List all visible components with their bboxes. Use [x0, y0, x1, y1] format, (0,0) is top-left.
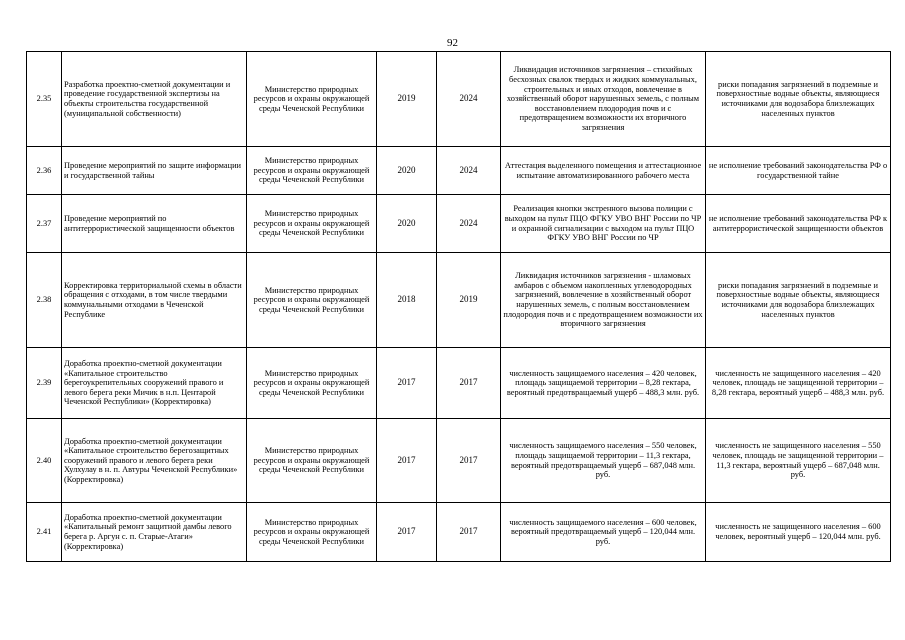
row-number: 2.35	[27, 52, 62, 147]
start-year: 2019	[377, 52, 437, 147]
measure-name: Доработка проектно-сметной документации «Капитальное строительство берегозащитных сооружений правого и левого берега реки Хулхулау в н. п. Автуры Чеченской Республики» (Корректировка)	[62, 419, 247, 503]
table-row	[27, 419, 891, 503]
risk: численность не защищенного населения – 600 человек, вероятный ущерб – 120,044 млн. руб.	[706, 503, 891, 562]
row-number: 2.38	[27, 253, 62, 348]
measure-name: Проведение мероприятий по защите информации и государственной тайны	[62, 147, 247, 195]
executor: Министерство природных ресурсов и охраны окружающей среды Чеченской Республики	[247, 253, 377, 348]
risk: риски попадания загрязнений в подземные и поверхностные водные объекты, являющиеся источниками для водозабора близлежащих населенных пунктов	[706, 253, 891, 348]
executor: Министерство природных ресурсов и охраны окружающей среды Чеченской Республики	[247, 419, 377, 503]
risk: численность не защищенного населения – 420 человек, площадь не защищенной территории – 8,28 гектара, вероятный ущерб – 488,3 млн. руб.	[706, 348, 891, 419]
expected-result: численность защищаемого населения – 600 человек, вероятный предотвращаемый ущерб – 120,044 млн. руб.	[501, 503, 706, 562]
end-year: 2024	[437, 52, 501, 147]
row-number: 2.41	[27, 503, 62, 562]
expected-result: численность защищаемого населения – 550 человек, площадь защищаемой территории – 11,3 гектара, вероятный предотвращаемый ущерб – 687,048 млн. руб.	[501, 419, 706, 503]
end-year: 2017	[437, 348, 501, 419]
row-number: 2.39	[27, 348, 62, 419]
expected-result: Реализация кнопки экстренного вызова полиции с выходом на пульт ПЦО ФГКУ УВО ВНГ России по ЧР и охранной сигнализации с выходом на пульт ПЦО ФГКУ УВО ВНГ России по ЧР	[501, 195, 706, 253]
risk: риски попадания загрязнений в подземные и поверхностные водные объекты, являющиеся источниками для водозабора близлежащих населенных пунктов	[706, 52, 891, 147]
row-number: 2.36	[27, 147, 62, 195]
measure-name: Доработка проектно-сметной документации «Капитальное строительство берегоукрепительных сооружений правого и левого берега реки Мичик в н.п. Центарой Чеченской Республики» (Корректировка)	[62, 348, 247, 419]
start-year: 2017	[377, 503, 437, 562]
end-year: 2017	[437, 503, 501, 562]
measure-name: Разработка проектно-сметной документации и проведение государственной экспертизы на объекты строительства государственной (муниципальной собственности)	[62, 52, 247, 147]
start-year: 2018	[377, 253, 437, 348]
end-year: 2017	[437, 419, 501, 503]
table-row	[27, 195, 891, 253]
risk: не исполнение требований законодательства РФ к антитеррористической защищенности объектов	[706, 195, 891, 253]
measure-name: Доработка проектно-сметной документации «Капитальный ремонт защитной дамбы левого берега р. Аргун с. п. Старые-Атаги» (Корректировка)	[62, 503, 247, 562]
start-year: 2020	[377, 195, 437, 253]
measures-table	[26, 51, 891, 562]
table-row	[27, 503, 891, 562]
end-year: 2024	[437, 147, 501, 195]
risk: численность не защищенного населения – 550 человек, площадь не защищенной территории – 11,3 гектара, вероятный ущерб – 687,048 млн. руб.	[706, 419, 891, 503]
measure-name: Проведение мероприятий по антитеррористической защищенности объектов	[62, 195, 247, 253]
table-row	[27, 52, 891, 147]
executor: Министерство природных ресурсов и охраны окружающей среды Чеченской Республики	[247, 348, 377, 419]
row-number: 2.37	[27, 195, 62, 253]
expected-result: численность защищаемого населения – 420 человек, площадь защищаемой территории – 8,28 гектара, вероятный предотвращаемый ущерб – 488,3 млн. руб.	[501, 348, 706, 419]
start-year: 2017	[377, 419, 437, 503]
start-year: 2017	[377, 348, 437, 419]
expected-result: Ликвидация источников загрязнения - шламовых амбаров с объемом накопленных углеводородных загрязнений, вовлечение в хозяйственный оборот нарушенных земель, с полным восстановлением плодородия почв и с предотвращением возможности их вторичного загрязнения	[501, 253, 706, 348]
expected-result: Ликвидация источников загрязнения – стихийных бесхозных свалок твердых и жидких коммунальных, строительных и иных отходов, вовлечение в хозяйственный оборот нарушенных земель, с полным восстановлением плодородия почв и с предотвращением возможности их вторичного загрязнения	[501, 52, 706, 147]
executor: Министерство природных ресурсов и охраны окружающей среды Чеченской Республики	[247, 52, 377, 147]
row-number: 2.40	[27, 419, 62, 503]
end-year: 2024	[437, 195, 501, 253]
risk: не исполнение требований законодательства РФ о государственной тайне	[706, 147, 891, 195]
end-year: 2019	[437, 253, 501, 348]
table-row	[27, 253, 891, 348]
measure-name: Корректировка территориальной схемы в области обращения с отходами, в том числе твердыми коммунальными отходами в Чеченской Республике	[62, 253, 247, 348]
table-row	[27, 348, 891, 419]
executor: Министерство природных ресурсов и охраны окружающей среды Чеченской Республики	[247, 195, 377, 253]
expected-result: Аттестация выделенного помещения и аттестационное испытание автоматизированного рабочего места	[501, 147, 706, 195]
executor: Министерство природных ресурсов и охраны окружающей среды Чеченской Республики	[247, 503, 377, 562]
table-row	[27, 147, 891, 195]
start-year: 2020	[377, 147, 437, 195]
executor: Министерство природных ресурсов и охраны окружающей среды Чеченской Республики	[247, 147, 377, 195]
page-number: 92	[447, 37, 458, 49]
